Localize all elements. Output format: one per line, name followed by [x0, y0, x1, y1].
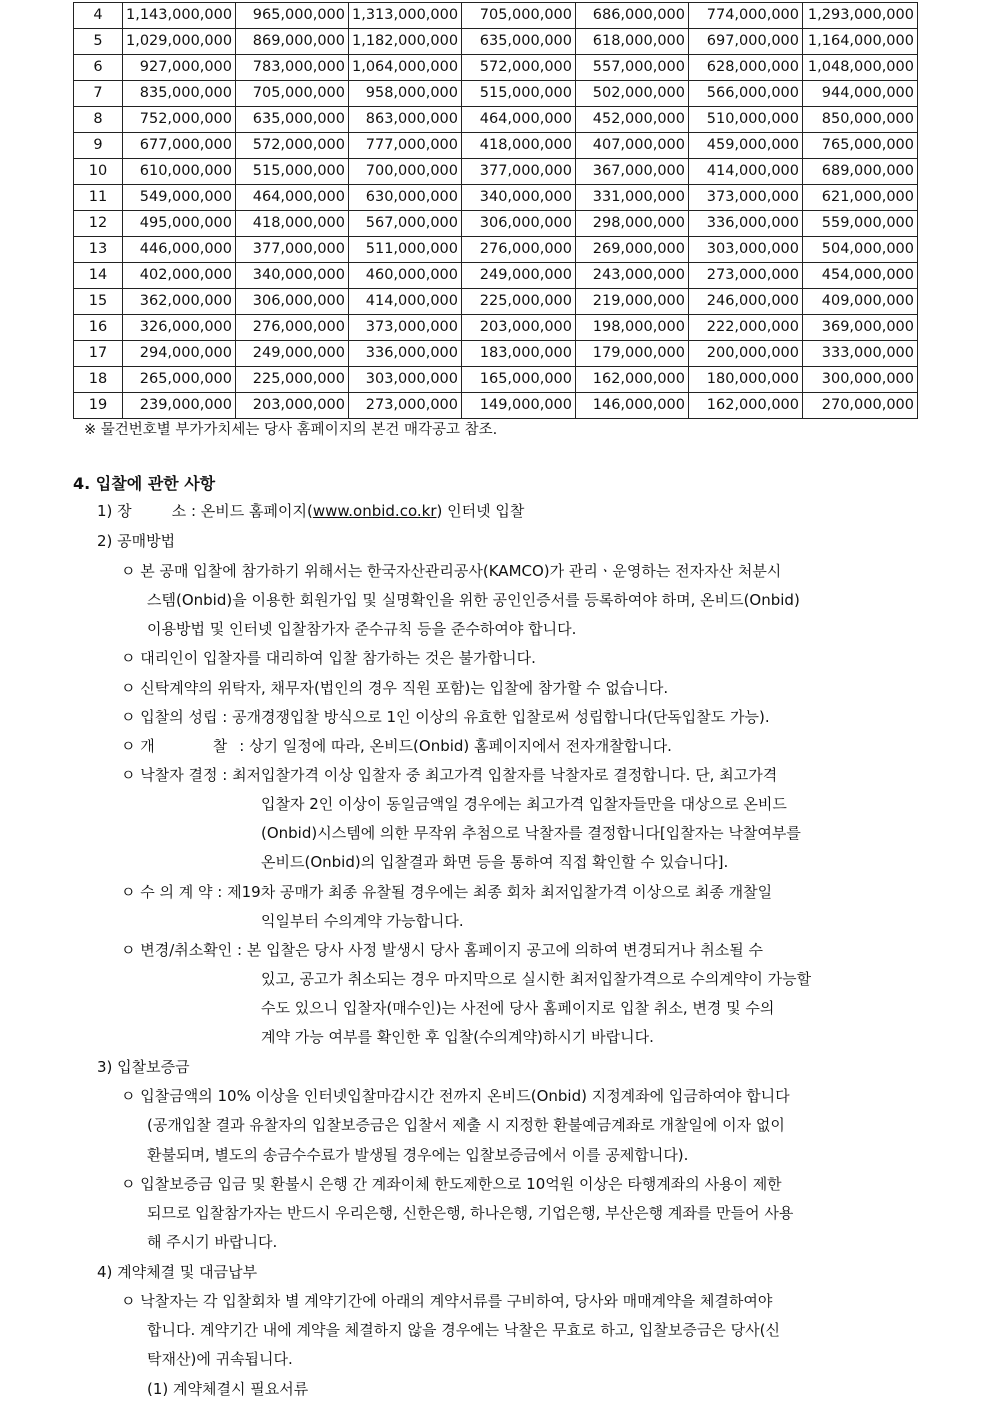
method-bullet-1-line-2: 스템(Onbid)을 이용한 회원가입 및 실명확인을 위한 공인인증서를 등록하여야 하며, 온비드(Onbid) [147, 591, 800, 609]
price-cell: 276,000,000 [236, 315, 349, 341]
price-cell: 180,000,000 [689, 367, 803, 393]
table-row [74, 315, 918, 341]
method-bullet-6-line-1: ㅇ 낙찰자 결정 : 최저입찰가격 이상 입찰자 중 최고가격 입찰자를 낙찰자로 결정합니다. 단, 최고가격 [121, 766, 778, 784]
price-cell: 686,000,000 [576, 3, 689, 29]
price-cell: 336,000,000 [689, 211, 803, 237]
price-cell: 621,000,000 [803, 185, 918, 211]
price-cell: 566,000,000 [689, 81, 803, 107]
price-cell: 183,000,000 [462, 341, 576, 367]
price-cell: 705,000,000 [462, 3, 576, 29]
price-cell: 336,000,000 [349, 341, 462, 367]
price-cell: 464,000,000 [462, 107, 576, 133]
price-cell: 1,164,000,000 [803, 29, 918, 55]
deposit-bullet-2-line-3: 해 주시기 바랍니다. [147, 1233, 278, 1251]
price-cell: 331,000,000 [576, 185, 689, 211]
price-cell: 752,000,000 [123, 107, 236, 133]
price-cell: 628,000,000 [689, 55, 803, 81]
place-suffix: ) 인터넷 입찰 [436, 502, 525, 520]
price-cell: 863,000,000 [349, 107, 462, 133]
price-cell: 165,000,000 [462, 367, 576, 393]
price-cell: 460,000,000 [349, 263, 462, 289]
round-number-cell: 5 [74, 29, 123, 55]
price-cell: 270,000,000 [803, 393, 918, 419]
price-cell: 454,000,000 [803, 263, 918, 289]
price-cell: 273,000,000 [689, 263, 803, 289]
price-cell: 373,000,000 [349, 315, 462, 341]
price-cell: 294,000,000 [123, 341, 236, 367]
price-cell: 246,000,000 [689, 289, 803, 315]
price-cell: 630,000,000 [349, 185, 462, 211]
table-row [74, 393, 918, 419]
price-cell: 146,000,000 [576, 393, 689, 419]
price-cell: 1,313,000,000 [349, 3, 462, 29]
contract-bullet-1-line-3: 탁재산)에 귀속됩니다. [147, 1350, 293, 1368]
method-bullet-1-line-3: 이용방법 및 인터넷 입찰참가자 준수규칙 등을 준수하여야 합니다. [147, 620, 577, 638]
price-cell: 869,000,000 [236, 29, 349, 55]
price-cell: 783,000,000 [236, 55, 349, 81]
price-cell: 677,000,000 [123, 133, 236, 159]
price-cell: 452,000,000 [576, 107, 689, 133]
method-bullet-8-line-2: 있고, 공고가 취소되는 경우 마지막으로 실시한 최저입찰가격으로 수의계약이 가능할 [261, 970, 812, 988]
method-bullet-2: ㅇ 대리인이 입찰자를 대리하여 입찰 참가하는 것은 불가합니다. [121, 649, 536, 667]
price-cell: 222,000,000 [689, 315, 803, 341]
method-bullet-6-line-2: 입찰자 2인 이상이 동일금액일 경우에는 최고가격 입찰자들만을 대상으로 온비드 [261, 795, 787, 813]
method-bullet-8-line-4: 계약 가능 여부를 확인한 후 입찰(수의계약)하시기 바랍니다. [261, 1028, 654, 1046]
table-row [74, 289, 918, 315]
round-number-cell: 12 [74, 211, 123, 237]
price-cell: 340,000,000 [462, 185, 576, 211]
price-cell: 402,000,000 [123, 263, 236, 289]
reserve-price-table [73, 2, 918, 419]
table-row [74, 211, 918, 237]
price-cell: 1,064,000,000 [349, 55, 462, 81]
round-number-cell: 13 [74, 237, 123, 263]
contract-title: 4) 계약체결 및 대금납부 [97, 1263, 258, 1281]
price-cell: 549,000,000 [123, 185, 236, 211]
price-cell: 765,000,000 [803, 133, 918, 159]
price-cell: 510,000,000 [689, 107, 803, 133]
price-cell: 326,000,000 [123, 315, 236, 341]
price-cell: 850,000,000 [803, 107, 918, 133]
deposit-bullet-1-line-2: (공개입찰 결과 유찰자의 입찰보증금은 입찰서 제출 시 지정한 환불예금계좌로 개찰일에 이자 없이 [147, 1116, 785, 1134]
price-cell: 203,000,000 [462, 315, 576, 341]
price-cell: 239,000,000 [123, 393, 236, 419]
price-cell: 303,000,000 [349, 367, 462, 393]
table-row [74, 81, 918, 107]
deposit-title: 3) 입찰보증금 [97, 1058, 190, 1076]
price-cell: 446,000,000 [123, 237, 236, 263]
price-cell: 162,000,000 [689, 393, 803, 419]
round-number-cell: 11 [74, 185, 123, 211]
price-cell: 162,000,000 [576, 367, 689, 393]
price-cell: 572,000,000 [462, 55, 576, 81]
price-cell: 298,000,000 [576, 211, 689, 237]
opening-label-b: 찰 [212, 737, 228, 755]
table-row [74, 107, 918, 133]
table-row [74, 3, 918, 29]
price-cell: 697,000,000 [689, 29, 803, 55]
method-bullet-5 [121, 735, 672, 757]
opening-text: : 상기 일정에 따라, 온비드(Onbid) 홈페이지에서 전자개찰합니다. [239, 737, 672, 755]
method-bullet-3: ㅇ 신탁계약의 위탁자, 채무자(법인의 경우 직원 포함)는 입찰에 참가할 수 없습니다. [121, 679, 669, 697]
price-cell: 559,000,000 [803, 211, 918, 237]
price-cell: 774,000,000 [689, 3, 803, 29]
price-cell: 179,000,000 [576, 341, 689, 367]
place-label-2: 소 [171, 502, 187, 520]
price-cell: 203,000,000 [236, 393, 349, 419]
price-cell: 377,000,000 [462, 159, 576, 185]
price-cell: 377,000,000 [236, 237, 349, 263]
price-cell: 495,000,000 [123, 211, 236, 237]
opening-label-a: ㅇ 개 [121, 737, 155, 755]
round-number-cell: 14 [74, 263, 123, 289]
price-cell: 515,000,000 [236, 159, 349, 185]
table-row [74, 185, 918, 211]
contract-bullet-1-line-2: 합니다. 계약기간 내에 계약을 체결하지 않을 경우에는 낙찰은 무효로 하고, 입찰보증금은 당사(신 [147, 1321, 780, 1339]
round-number-cell: 19 [74, 393, 123, 419]
price-cell: 705,000,000 [236, 81, 349, 107]
price-cell: 269,000,000 [576, 237, 689, 263]
price-cell: 249,000,000 [236, 341, 349, 367]
price-cell: 225,000,000 [236, 367, 349, 393]
deposit-bullet-1-line-1: ㅇ 입찰금액의 10% 이상을 인터넷입찰마감시간 전까지 온비드(Onbid) 지정계좌에 입금하여야 합니다 [121, 1087, 790, 1105]
method-bullet-4: ㅇ 입찰의 성립 : 공개경쟁입찰 방식으로 1인 이상의 유효한 입찰로써 성립합니다(단독입찰도 가능). [121, 708, 770, 726]
place-colon: : [190, 502, 196, 520]
price-cell: 689,000,000 [803, 159, 918, 185]
method-title: 2) 공매방법 [97, 532, 176, 550]
price-cell: 958,000,000 [349, 81, 462, 107]
price-cell: 300,000,000 [803, 367, 918, 393]
table-row [74, 367, 918, 393]
price-cell: 927,000,000 [123, 55, 236, 81]
price-cell: 200,000,000 [689, 341, 803, 367]
price-cell: 367,000,000 [576, 159, 689, 185]
place-label: 1) 장 [97, 502, 132, 520]
price-cell: 418,000,000 [462, 133, 576, 159]
price-cell: 373,000,000 [689, 185, 803, 211]
contract-bullet-1-line-1: ㅇ 낙찰자는 각 입찰회차 별 계약기간에 아래의 계약서류를 구비하여, 당사와 매매계약을 체결하여야 [121, 1292, 773, 1310]
price-cell: 1,143,000,000 [123, 3, 236, 29]
table-row [74, 55, 918, 81]
round-number-cell: 9 [74, 133, 123, 159]
table-row [74, 263, 918, 289]
table-row [74, 159, 918, 185]
price-cell: 407,000,000 [576, 133, 689, 159]
price-cell: 965,000,000 [236, 3, 349, 29]
method-bullet-6-line-4: 온비드(Onbid)의 입찰결과 화면 등을 통하여 직접 확인할 수 있습니다]. [261, 853, 729, 871]
method-bullet-6-line-3: (Onbid)시스템에 의한 무작위 추첨으로 낙찰자를 결정합니다[입찰자는 낙찰여부를 [261, 824, 801, 842]
price-cell: 409,000,000 [803, 289, 918, 315]
price-cell: 557,000,000 [576, 55, 689, 81]
table-row [74, 341, 918, 367]
onbid-link[interactable]: www.onbid.co.kr [312, 502, 437, 520]
price-cell: 835,000,000 [123, 81, 236, 107]
round-number-cell: 16 [74, 315, 123, 341]
price-cell: 635,000,000 [462, 29, 576, 55]
place-prefix: 온비드 홈페이지( [200, 502, 313, 520]
section-title: 4. 입찰에 관한 사항 [73, 474, 216, 493]
price-cell: 1,182,000,000 [349, 29, 462, 55]
price-cell: 369,000,000 [803, 315, 918, 341]
price-cell: 1,293,000,000 [803, 3, 918, 29]
method-bullet-8-line-1: ㅇ 변경/취소확인 : 본 입찰은 당사 사정 발생시 당사 홈페이지 공고에 의하여 변경되거나 취소될 수 [121, 941, 763, 959]
price-cell: 502,000,000 [576, 81, 689, 107]
price-cell: 610,000,000 [123, 159, 236, 185]
round-number-cell: 8 [74, 107, 123, 133]
price-cell: 414,000,000 [349, 289, 462, 315]
round-number-cell: 7 [74, 81, 123, 107]
round-number-cell: 17 [74, 341, 123, 367]
price-cell: 306,000,000 [462, 211, 576, 237]
round-number-cell: 18 [74, 367, 123, 393]
vat-note: ※ 물건번호별 부가가치세는 당사 홈페이지의 본건 매각공고 참조. [84, 422, 498, 438]
price-cell: 340,000,000 [236, 263, 349, 289]
bid-place [97, 500, 524, 522]
price-cell: 504,000,000 [803, 237, 918, 263]
price-cell: 567,000,000 [349, 211, 462, 237]
price-cell: 276,000,000 [462, 237, 576, 263]
price-cell: 303,000,000 [689, 237, 803, 263]
deposit-bullet-2-line-1: ㅇ 입찰보증금 입금 및 환불시 은행 간 계좌이체 한도제한으로 10억원 이상은 타행계좌의 사용이 제한 [121, 1175, 782, 1193]
price-cell: 572,000,000 [236, 133, 349, 159]
price-cell: 273,000,000 [349, 393, 462, 419]
price-cell: 362,000,000 [123, 289, 236, 315]
price-cell: 306,000,000 [236, 289, 349, 315]
price-cell: 1,029,000,000 [123, 29, 236, 55]
table-row [74, 29, 918, 55]
method-bullet-7-line-1: ㅇ 수 의 계 약 : 제19차 공매가 최종 유찰될 경우에는 최종 회차 최저입찰가격 이상으로 최종 개찰일 [121, 883, 773, 901]
price-cell: 515,000,000 [462, 81, 576, 107]
price-cell: 459,000,000 [689, 133, 803, 159]
price-cell: 198,000,000 [576, 315, 689, 341]
table-row [74, 133, 918, 159]
price-cell: 219,000,000 [576, 289, 689, 315]
contract-docs-title: (1) 계약체결시 필요서류 [147, 1380, 309, 1398]
price-cell: 225,000,000 [462, 289, 576, 315]
price-cell: 414,000,000 [689, 159, 803, 185]
method-bullet-1-line-1: ㅇ 본 공매 입찰에 참가하기 위해서는 한국자산관리공사(KAMCO)가 관리ㆍ운영하는 전자자산 처분시 [121, 562, 782, 580]
method-bullet-7-line-2: 익일부터 수의계약 가능합니다. [261, 912, 464, 930]
price-cell: 243,000,000 [576, 263, 689, 289]
deposit-bullet-1-line-3: 환불되며, 별도의 송금수수료가 발생될 경우에는 입찰보증금에서 이를 공제합니다). [147, 1146, 689, 1164]
price-cell: 944,000,000 [803, 81, 918, 107]
price-cell: 265,000,000 [123, 367, 236, 393]
price-cell: 618,000,000 [576, 29, 689, 55]
price-cell: 700,000,000 [349, 159, 462, 185]
price-cell: 149,000,000 [462, 393, 576, 419]
price-cell: 1,048,000,000 [803, 55, 918, 81]
price-cell: 464,000,000 [236, 185, 349, 211]
price-cell: 511,000,000 [349, 237, 462, 263]
price-cell: 249,000,000 [462, 263, 576, 289]
price-cell: 635,000,000 [236, 107, 349, 133]
table-row [74, 237, 918, 263]
price-cell: 777,000,000 [349, 133, 462, 159]
round-number-cell: 4 [74, 3, 123, 29]
round-number-cell: 10 [74, 159, 123, 185]
method-bullet-8-line-3: 수도 있으니 입찰자(매수인)는 사전에 당사 홈페이지로 입찰 취소, 변경 및 수의 [261, 999, 775, 1017]
deposit-bullet-2-line-2: 되므로 입찰참가자는 반드시 우리은행, 신한은행, 하나은행, 기업은행, 부산은행 계좌를 만들어 사용 [147, 1204, 794, 1222]
round-number-cell: 15 [74, 289, 123, 315]
round-number-cell: 6 [74, 55, 123, 81]
price-cell: 333,000,000 [803, 341, 918, 367]
price-cell: 418,000,000 [236, 211, 349, 237]
